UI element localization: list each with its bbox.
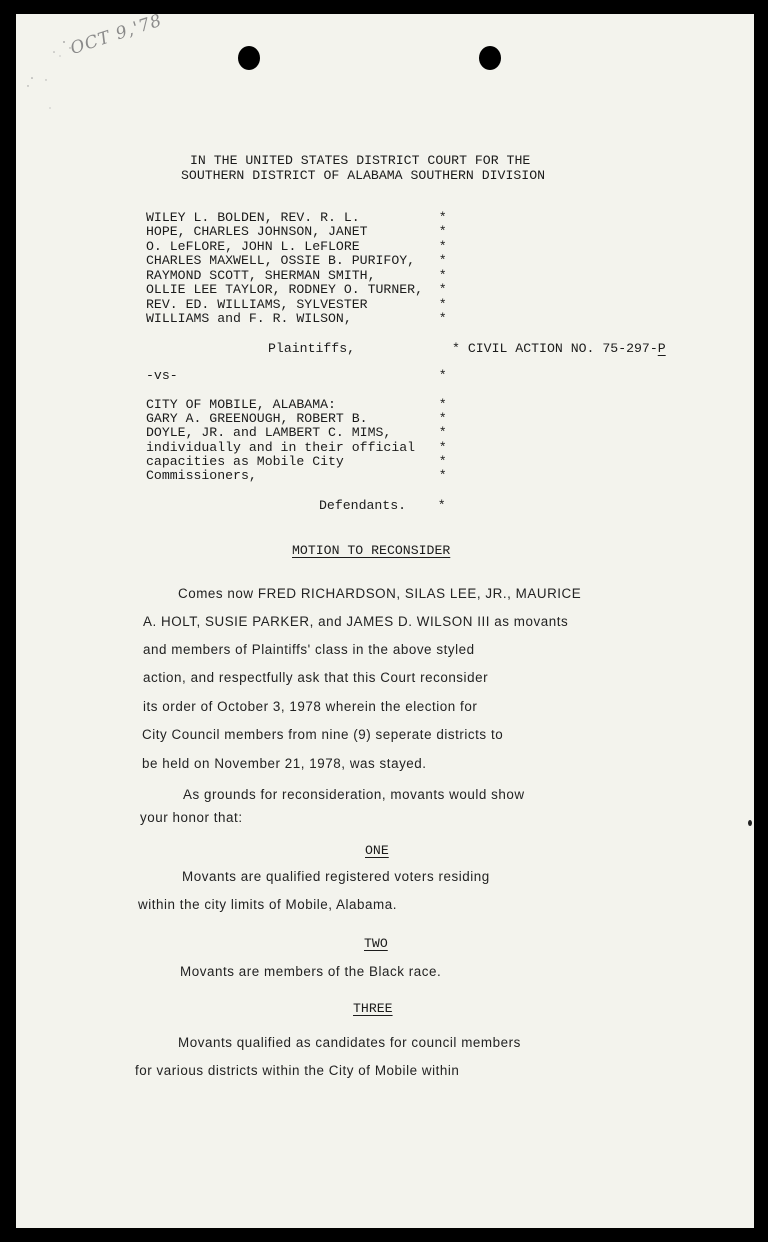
plaintiffs-line: REV. ED. WILLIAMS, SYLVESTER * [146, 297, 447, 312]
civil-action-suffix: P [657, 341, 666, 356]
margin-dot [748, 820, 752, 826]
defendants-line: capacities as Mobile City * [146, 454, 447, 469]
defendants-line: GARY A. GREENOUGH, ROBERT B. * [146, 411, 447, 426]
civil-action-number [452, 342, 666, 355]
section-two-heading: TWO [364, 936, 388, 951]
punch-hole-left [238, 46, 260, 70]
handwritten-date-note: OCT 9,'78 [68, 10, 165, 60]
motion-title: MOTION TO RECONSIDER [292, 543, 451, 558]
plaintiffs-line: HOPE, CHARLES JOHNSON, JANET * [146, 224, 447, 239]
paragraph-1-line: Comes now FRED RICHARDSON, SILAS LEE, JR., MAURICE [178, 586, 582, 601]
civil-action-prefix: * CIVIL ACTION NO. 75-297- [452, 341, 658, 356]
section-three-heading: THREE [353, 1001, 393, 1016]
document-page [16, 10, 754, 1228]
defendants-line: Commissioners, * [146, 468, 447, 483]
paragraph-1-line: and members of Plaintiffs' class in the above styled [143, 642, 475, 657]
section-one-heading: ONE [365, 843, 389, 858]
plaintiffs-line: O. LeFLORE, JOHN L. LeFLORE * [146, 239, 447, 254]
court-header-line-1: IN THE UNITED STATES DISTRICT COURT FOR THE [190, 153, 531, 168]
section-three-line: for various districts within the City of Mobile within [135, 1063, 460, 1078]
paragraph-1-line: A. HOLT, SUSIE PARKER, and JAMES D. WILSON III as movants [143, 614, 569, 629]
paragraph-2-line: As grounds for reconsideration, movants would show [183, 787, 525, 802]
section-one-line: within the city limits of Mobile, Alabama. [138, 897, 398, 912]
vs-line: -vs- * [146, 368, 447, 383]
plaintiffs-line: OLLIE LEE TAYLOR, RODNEY O. TURNER, * [146, 282, 447, 297]
paragraph-2-line: your honor that: [140, 810, 243, 825]
plaintiffs-label: Plaintiffs, [268, 341, 356, 356]
plaintiffs-line: CHARLES MAXWELL, OSSIE B. PURIFOY, * [146, 253, 447, 268]
defendants-label: Defendants. * [319, 498, 446, 513]
plaintiffs-line: WILLIAMS and F. R. WILSON, * [146, 311, 447, 326]
defendants-line: DOYLE, JR. and LAMBERT C. MIMS, * [146, 425, 447, 440]
paragraph-1-line: action, and respectfully ask that this Court reconsider [143, 670, 489, 685]
plaintiffs-line: RAYMOND SCOTT, SHERMAN SMITH, * [146, 268, 447, 283]
section-two-line: Movants are members of the Black race. [180, 964, 442, 979]
section-one-line: Movants are qualified registered voters residing [182, 869, 490, 884]
paragraph-1-line: City Council members from nine (9) seperate districts to [142, 727, 504, 742]
defendants-line: CITY OF MOBILE, ALABAMA: * [146, 397, 447, 412]
punch-hole-right [479, 46, 501, 70]
court-header-line-2: SOUTHERN DISTRICT OF ALABAMA SOUTHERN DIVISION [181, 168, 546, 183]
defendants-line: individually and in their official * [146, 440, 447, 455]
paragraph-1-line: be held on November 21, 1978, was stayed. [142, 756, 427, 771]
section-three-line: Movants qualified as candidates for council members [178, 1035, 521, 1050]
plaintiffs-line: WILEY L. BOLDEN, REV. R. L. * [146, 210, 447, 225]
paragraph-1-line: its order of October 3, 1978 wherein the election for [143, 699, 478, 714]
